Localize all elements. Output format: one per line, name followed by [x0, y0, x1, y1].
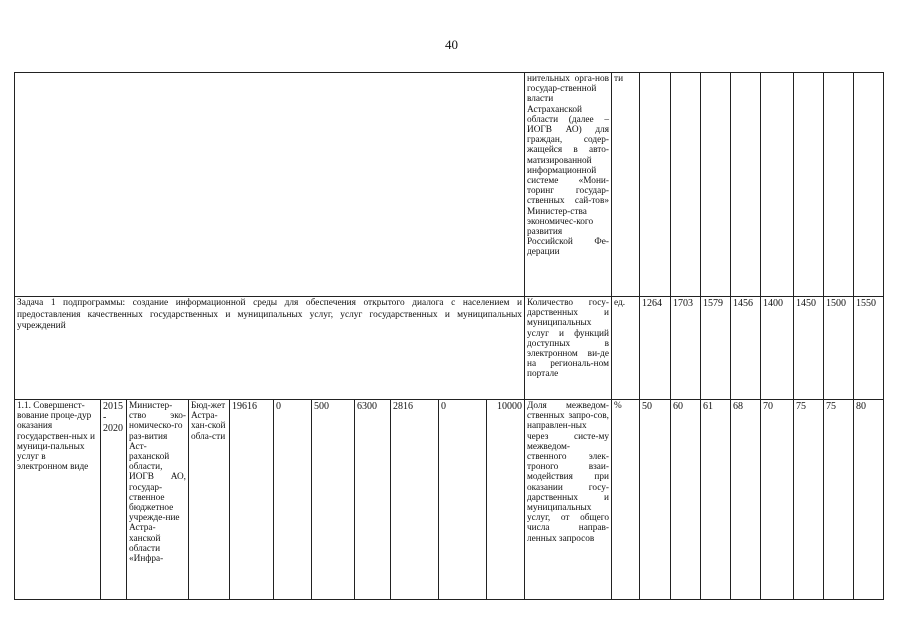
value-cell: 1400 — [761, 297, 794, 400]
value-cell: 1703 — [671, 297, 701, 400]
value-cell — [794, 73, 824, 297]
funding-source-cell: Бюд-жет Астра-хан-ской обла-сти — [189, 400, 230, 600]
unit-cell: ти — [612, 73, 640, 297]
program-table — [14, 72, 884, 600]
value-cell: 68 — [731, 400, 761, 600]
value-cell: 50 — [640, 400, 671, 600]
table-row-measure — [15, 400, 884, 600]
value-cell: 1456 — [731, 297, 761, 400]
value-cell — [761, 73, 794, 297]
table-row-task — [15, 297, 884, 400]
indicator-cell: Доля межведом-ственных запро-сов, направлен-ных через систе-му межведом-ственного элек-троного взаи-модействия при оказании госу-дарственных и муниципальных услуг, от общего числа направ-ленных запросов — [525, 400, 612, 600]
value-cell: 1579 — [701, 297, 731, 400]
value-cell: 61 — [701, 400, 731, 600]
value-cell: 60 — [671, 400, 701, 600]
value-cell — [701, 73, 731, 297]
value-cell — [824, 73, 854, 297]
value-cell: 70 — [761, 400, 794, 600]
value-cell — [854, 73, 884, 297]
table-row-continuation — [15, 73, 884, 297]
financing-cell: 0 — [274, 400, 312, 600]
empty-merged-cell — [15, 73, 525, 297]
financing-cell: 19616 — [230, 400, 274, 600]
value-cell — [671, 73, 701, 297]
financing-cell: 10000 — [487, 400, 525, 600]
indicator-cell: Количество госу-дарственных и муниципальных услуг и функций доступных в электронном ви-де на региональ-ном портале — [525, 297, 612, 400]
indicator-cell: нительных орга-нов государ-ственной власти Астраханской области (далее – ИОГВ АО) для граждан, содер-жащейся в авто-матизированной информационной системе «Мони-торинг государ-ственных сай-тов» Министер-ства экономичес-кого развития Российской Фе-дерации — [525, 73, 612, 297]
executor-cell: Министер-ство эко-номическо-го раз-вития Аст-раханской области, ИОГВ АО, государ-ственное бюджетное учрежде-ние Астра-ханской области «Инфра- — [127, 400, 189, 600]
value-cell: 1264 — [640, 297, 671, 400]
value-cell: 75 — [794, 400, 824, 600]
value-cell: 1550 — [854, 297, 884, 400]
financing-cell: 500 — [312, 400, 355, 600]
unit-cell: ед. — [612, 297, 640, 400]
value-cell: 1500 — [824, 297, 854, 400]
value-cell — [731, 73, 761, 297]
value-cell — [640, 73, 671, 297]
period-cell: 2015 - 2020 — [101, 400, 127, 600]
financing-cell: 6300 — [355, 400, 391, 600]
value-cell: 80 — [854, 400, 884, 600]
financing-cell: 0 — [439, 400, 487, 600]
task-description: Задача 1 подпрограммы: создание информационной среды для обеспечения открытого диалога с населением и предоставления качественных государственных и муниципальных услуг, услуг государственных и муниципальных учреждений — [15, 297, 525, 400]
measure-name: 1.1. Совершенст-вование проце-дур оказания государствен-ных и муници-пальных услуг в электронном виде — [15, 400, 101, 600]
value-cell: 75 — [824, 400, 854, 600]
financing-cell: 2816 — [391, 400, 439, 600]
value-cell: 1450 — [794, 297, 824, 400]
page-number: 40 — [445, 37, 458, 52]
unit-cell: % — [612, 400, 640, 600]
